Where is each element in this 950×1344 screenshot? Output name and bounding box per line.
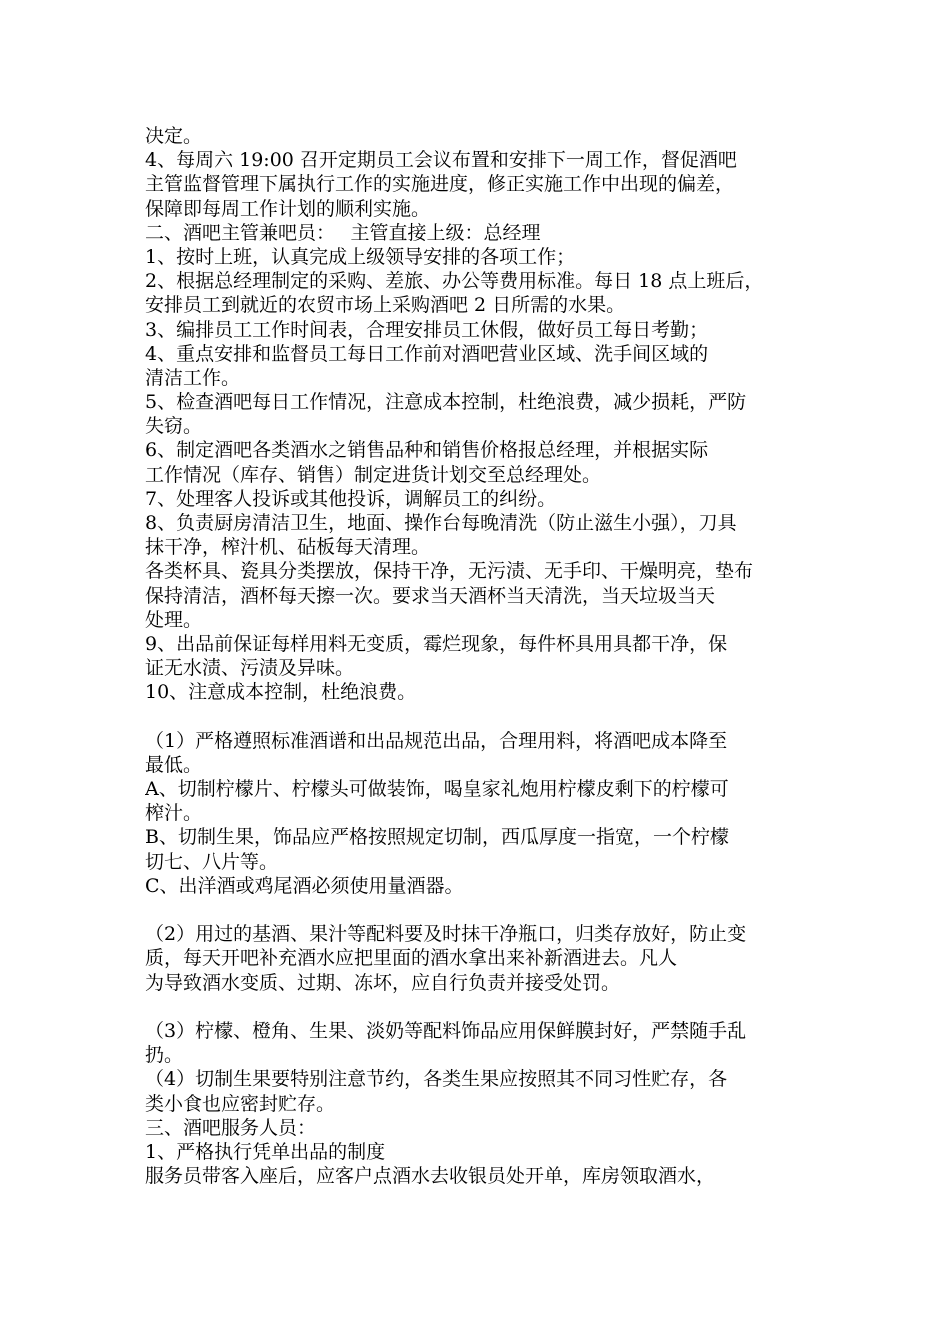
text-line: 5、检查酒吧每日工作情况，注意成本控制，杜绝浪费，减少损耗，严防 <box>145 391 747 414</box>
text-line: 为导致酒水变质、过期、冻坏，应自行负责并接受处罚。 <box>145 971 621 994</box>
text-line: 处理。 <box>145 608 203 631</box>
text-line: 保障即每周工作计划的顺利实施。 <box>145 197 431 220</box>
document-page <box>145 124 815 1188</box>
text-line: （1）严格遵照标准酒谱和出品规范出品，合理用料，将酒吧成本降至 <box>145 729 728 752</box>
text-line: 7、处理客人投诉或其他投诉，调解员工的纠纷。 <box>145 487 557 510</box>
text-line: 2、根据总经理制定的采购、差旅、办公等费用标准。每日 18 点上班后， <box>145 270 764 293</box>
text-line: 6、制定酒吧各类酒水之销售品种和销售价格报总经理，并根据实际 <box>145 439 709 462</box>
text-line: B、切制生果，饰品应严格按照规定切制，西瓜厚度一指宽，一个柠檬 <box>145 826 729 849</box>
text-line: 4、重点安排和监督员工每日工作前对酒吧营业区域、洗手间区域的 <box>145 342 709 365</box>
text-line: 二、酒吧主管兼吧员： 主管直接上级：总经理 <box>145 221 541 244</box>
text-line: 1、严格执行凭单出品的制度 <box>145 1140 386 1163</box>
text-line: 三、酒吧服务人员： <box>145 1116 317 1139</box>
text-line: （2）用过的基酒、果汁等配料要及时抹干净瓶口，归类存放好，防止变 <box>145 923 747 946</box>
text-line: 工作情况（库存、销售）制定进货计划交至总经理处。 <box>145 463 602 486</box>
text-line: 4、每周六 19:00 召开定期员工会议布置和安排下一周工作，督促酒吧 <box>145 149 737 172</box>
text-line: 类小食也应密封贮存。 <box>145 1092 336 1115</box>
text-line: 8、负责厨房清洁卫生，地面、操作台每晚清洗（防止滋生小强），刀具 <box>145 512 737 534</box>
text-line: （3）柠檬、橙角、生果、淡奶等配料饰品应用保鲜膜封好，严禁随手乱 <box>145 1019 747 1042</box>
blank-line <box>145 995 815 1019</box>
text-line: C、出洋酒或鸡尾酒必须使用量酒器。 <box>145 874 464 897</box>
text-line: 证无水渍、污渍及异味。 <box>145 657 355 680</box>
text-line: 服务员带客入座后，应客户点酒水去收银员处开单，库房领取酒水， <box>145 1165 716 1188</box>
text-line: 失窃。 <box>145 415 203 438</box>
text-line: 最低。 <box>145 753 203 776</box>
blank-line <box>145 705 815 729</box>
text-line: 1、按时上班，认真完成上级领导安排的各项工作； <box>145 245 576 268</box>
text-line: 质，每天开吧补充酒水应把里面的酒水拿出来补新酒进去。凡人 <box>145 947 678 970</box>
text-line: 扔。 <box>145 1044 184 1067</box>
text-line: 10、注意成本控制，杜绝浪费。 <box>145 681 417 704</box>
text-line: 安排员工到就近的农贸市场上采购酒吧 2 日所需的水果。 <box>145 294 626 317</box>
text-line: （4）切制生果要特别注意节约，各类生果应按照其不同习性贮存，各 <box>145 1068 728 1091</box>
text-line: 抹干净，榨汁机、砧板每天清理。 <box>145 536 431 559</box>
text-line: 主管监督管理下属执行工作的实施进度，修正实施工作中出现的偏差， <box>145 173 735 196</box>
text-line: 切七、八片等。 <box>145 850 279 873</box>
text-line: 保持清洁，酒杯每天擦一次。要求当天酒杯当天清洗，当天垃圾当天 <box>145 584 716 607</box>
text-line: A、切制柠檬片、柠檬头可做装饰，喝皇家礼炮用柠檬皮剩下的柠檬可 <box>145 778 729 801</box>
blank-line <box>145 898 815 922</box>
text-line: 各类杯具、瓷具分类摆放，保持干净，无污渍、无手印、干燥明亮，垫布 <box>145 560 754 583</box>
text-line: 清洁工作。 <box>145 366 241 389</box>
text-line: 3、编排员工工作时间表，合理安排员工休假，做好员工每日考勤； <box>145 318 709 341</box>
text-line: 9、出品前保证每样用料无变质，霉烂现象，每件杯具用具都干净，保 <box>145 632 728 655</box>
text-line: 决定。 <box>145 125 203 147</box>
text-line: 榨汁。 <box>145 802 203 825</box>
